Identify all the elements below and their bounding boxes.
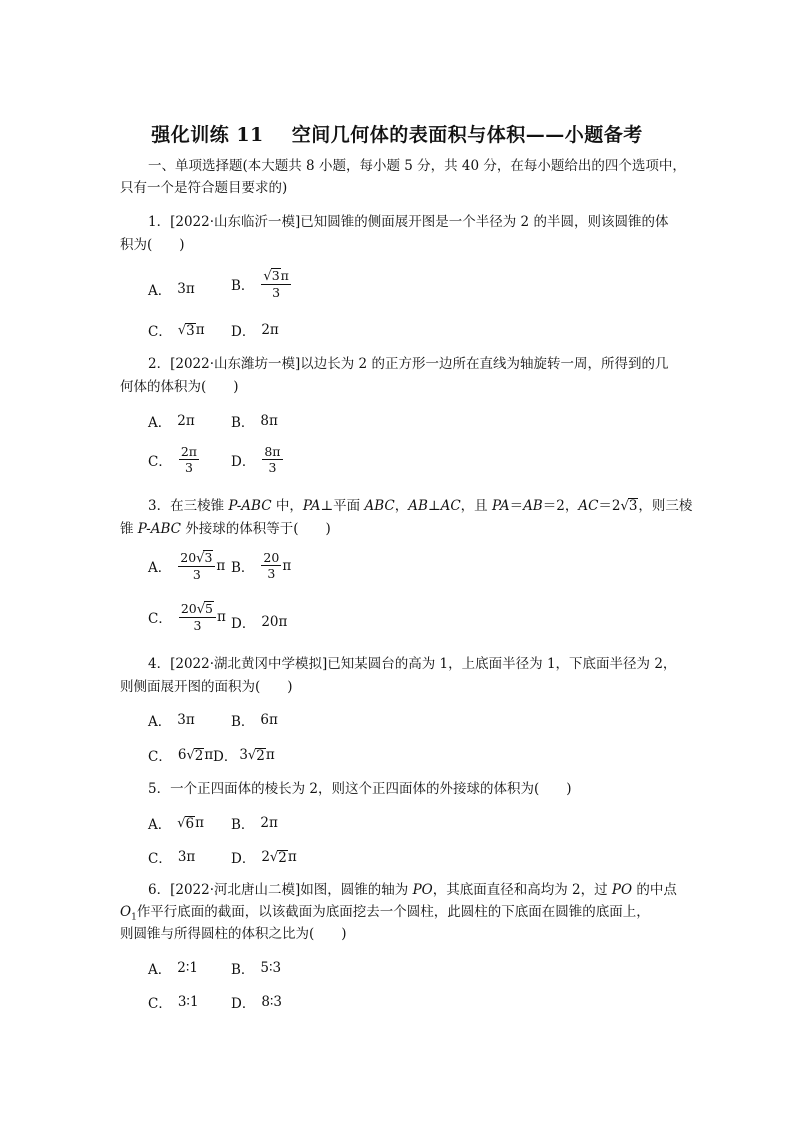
q1-option-b: B． $\frac{√3\pi}{3}$ — [231, 268, 289, 300]
q6-line3: 则圆锥与所得圆柱的体积之比为( ) — [120, 926, 347, 942]
fraction: $\frac{8\pi}{3}$ — [264, 444, 281, 475]
q3-line2: 锥 P-ABC 外接球的体积等于( ) — [120, 521, 331, 537]
q2-line1: 2．[2022·山东潍坊一模]以边长为 2 的正方形一边所在直线为轴旋转一周，所得到的几 — [148, 356, 669, 372]
q1-line1: 1．[2022·山东临沂一模]已知圆锥的侧面展开图是一个半径为 2 的半圆，则该圆锥的体 — [148, 214, 669, 230]
fraction: $\frac{20}{3}$ — [263, 550, 280, 581]
q3-option-c: C． $\frac{20√5}{3}$ π — [148, 601, 226, 633]
q6-line1: 6．[2022·河北唐山二模]如图，圆锥的轴为 PO，其底面直径和高均为 2，过 PO 的中点 — [148, 882, 677, 898]
q1-option-c: C． √ 3 π — [148, 322, 205, 340]
q2-option-a: A． 2π — [148, 413, 195, 431]
q5-option-d: D． 2 √ 2 π — [231, 849, 297, 867]
q1-option-d: D． 2π — [231, 322, 279, 340]
q2-line2: 何体的体积为( ) — [120, 379, 239, 395]
q6-line2: $O_1$作平行底面的截面，以该截面为底面挖去一个圆柱，此圆柱的下底面在圆锥的底面上， — [120, 904, 650, 923]
fraction: $\frac{20√5}{3}$ — [179, 601, 216, 633]
q5-option-c: C． 3π — [148, 849, 196, 867]
intro-line1: 一、单项选择题(本大题共 8 小题，每小题 5 分，共 40 分，在每小题给出的四个选项中， — [148, 158, 686, 174]
q5-line1: 5．一个正四面体的棱长为 2，则这个正四面体的外接球的体积为( ) — [148, 781, 572, 797]
q3-line1: 3．在三棱锥 P-ABC 中，PA⊥平面 ABC，AB⊥AC，且 PA＝AB＝2，AC＝2√3，则三棱 — [148, 498, 693, 514]
q2-option-b: B． 8π — [231, 413, 278, 431]
q1-option-a: A． 3π — [148, 281, 195, 299]
title-part1: 强化训练 11 — [151, 124, 264, 146]
page-title — [0, 120, 794, 147]
q4-line1: 4．[2022·湖北黄冈中学模拟]已知某圆台的高为 1，上底面半径为 1，下底面半径为 2， — [148, 656, 677, 672]
q1-line2: 积为( ) — [120, 237, 185, 253]
q6-option-b: B． 5∶3 — [231, 960, 282, 978]
fraction: $\frac{20√3}{3}$ — [178, 550, 215, 582]
intro-line2: 只有一个是符合题目要求的) — [120, 180, 288, 196]
q3-option-d: D． 20π — [231, 614, 288, 632]
q2-option-d: D． $\frac{8\pi}{3}$ — [231, 444, 281, 475]
q6-option-a: A． 2∶1 — [148, 960, 198, 978]
q6-option-d: D． 8∶3 — [231, 994, 283, 1012]
q2-option-c: C． $\frac{2\pi}{3}$ — [148, 444, 198, 475]
q4-option-a: A． 3π — [148, 712, 195, 730]
q4-option-c: C． 6 √ 2 π — [148, 747, 214, 765]
fraction: $\frac{2\pi}{3}$ — [180, 444, 198, 475]
fraction: $\frac{√3\pi}{3}$ — [263, 268, 289, 300]
q6-option-c: C． 3∶1 — [148, 994, 199, 1012]
q3-option-a: A． $\frac{20√3}{3}$ π — [148, 550, 226, 582]
title-part2: 空间几何体的表面积与体积——小题备考 — [291, 124, 643, 146]
q3-option-b: B． $\frac{20}{3}$ π — [231, 550, 292, 581]
q5-option-a: A． √ 6 π — [148, 815, 205, 833]
q4-line2: 则侧面展开图的面积为( ) — [120, 679, 293, 695]
q4-option-d: D． 3 √ 2 π — [213, 747, 275, 765]
q4-option-b: B． 6π — [231, 712, 278, 730]
q5-option-b: B． 2π — [231, 815, 278, 833]
